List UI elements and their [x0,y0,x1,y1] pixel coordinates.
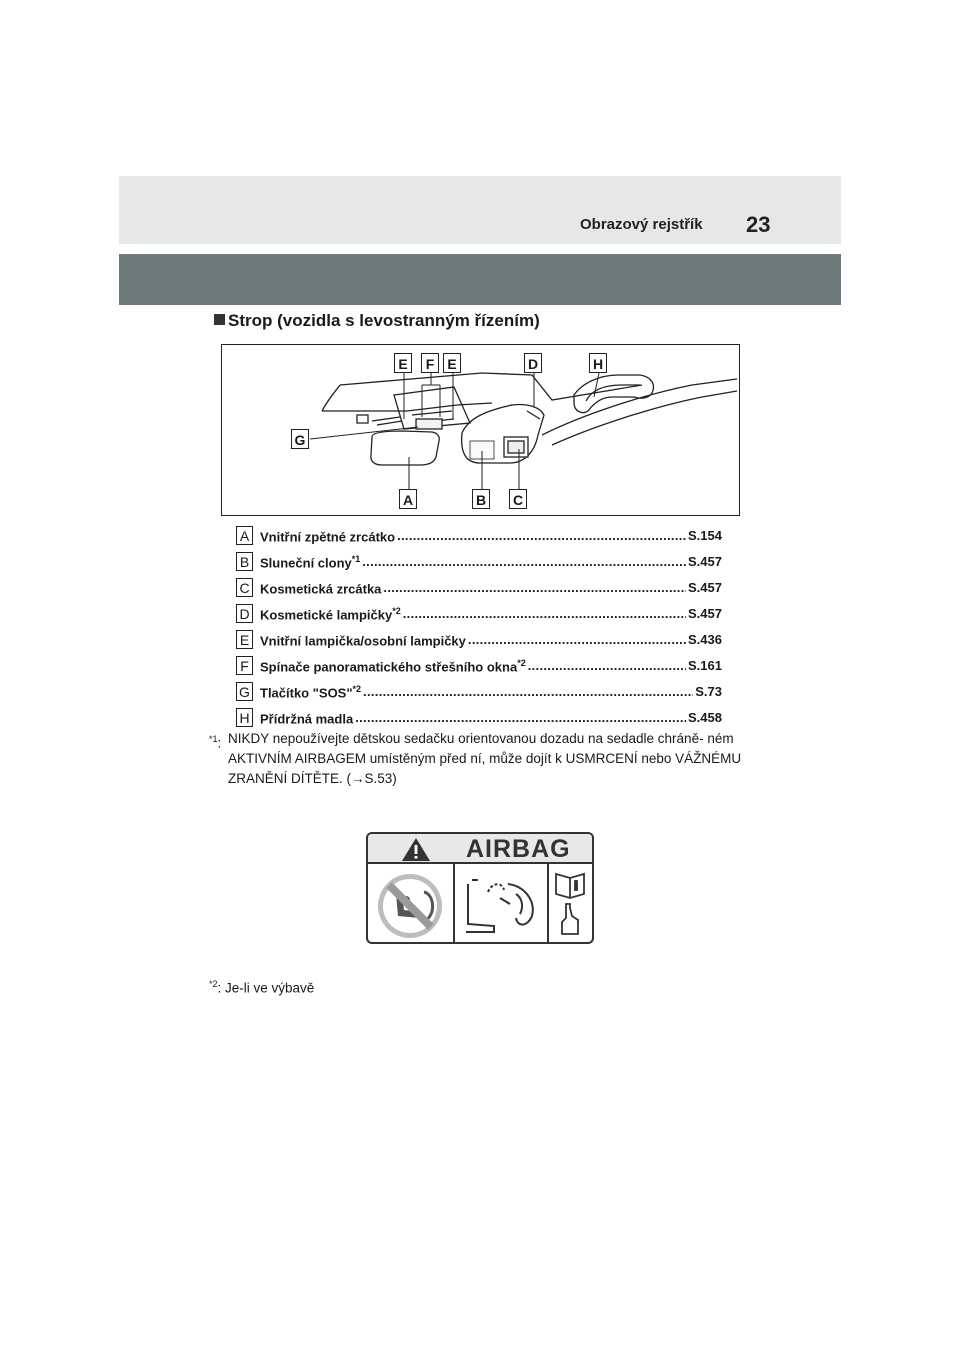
leader-dots [355,710,686,726]
footnote-text: NIKDY nepoužívejte dětskou sedačku orientovanou dozadu na sedadle chráně- ném AKTIVNÍM AIRBAGEM umístěným před ní, může dojít k USMRCENÍ nebo VÁŽNÉMU ZRANĚNÍ DÍTĚTE. (→S.53) [228,731,742,786]
component-list [236,526,722,734]
leader-dots [397,528,686,544]
item-page-ref[interactable]: S.73 [695,684,722,699]
callout-e-right: E [443,353,461,373]
square-bullet-icon [214,314,225,325]
item-page-ref[interactable]: S.436 [688,632,722,647]
header-dark-band [119,254,841,305]
footnote-marker: $^{*1}$: [209,734,222,751]
list-item [236,604,722,630]
item-letter: A [236,526,253,545]
callout-h: H [589,353,607,373]
item-page-ref[interactable]: S.154 [688,528,722,543]
item-name: Přídržná madla [260,711,354,727]
item-letter: H [236,708,253,727]
list-item [236,578,722,604]
list-item [236,552,722,578]
item-name: Spínače panoramatického střešního okna$^{*2}$ [260,658,526,675]
list-item [236,656,722,682]
leader-dots [528,658,686,674]
callout-f: F [421,353,439,373]
callout-b: B [472,489,490,509]
item-name: Vnitřní lampička/osobní lampičky [260,633,466,649]
ceiling-diagram [221,344,740,516]
item-letter: B [236,552,253,571]
airbag-word: AIRBAG [466,835,571,863]
item-page-ref[interactable]: S.457 [688,606,722,621]
item-name: Kosmetická zrcátka [260,581,382,597]
leader-dots [383,580,686,596]
footnote-2: $^{*2}$: Je-li ve výbavě [209,979,315,996]
footnote-1 [209,729,744,789]
item-letter: C [236,578,253,597]
item-name: Tlačítko "SOS"$^{*2}$ [260,684,362,701]
airbag-warning-label [366,832,594,944]
callout-e-left: E [394,353,412,373]
item-name: Vnitřní zpětné zrcátko [260,529,396,545]
leader-dots [363,684,693,700]
chapter-title: Obrazový rejstřík [580,216,703,233]
list-item [236,630,722,656]
callout-a: A [399,489,417,509]
callout-c: C [509,489,527,509]
callout-d: D [524,353,542,373]
item-page-ref[interactable]: S.161 [688,658,722,673]
leader-dots [403,606,686,622]
no-child-seat-icon [378,874,442,938]
leader-dots [362,554,686,570]
item-letter: G [236,682,253,701]
item-letter: D [236,604,253,623]
item-letter: F [236,656,253,675]
airbag-deployment-icon [466,880,533,932]
item-page-ref[interactable]: S.458 [688,710,722,725]
header-band [119,176,841,244]
item-page-ref[interactable]: S.457 [688,580,722,595]
item-name: Kosmetické lampičky$^{*2}$ [260,606,401,623]
manual-icon [556,874,584,934]
item-page-ref[interactable]: S.457 [688,554,722,569]
item-letter: E [236,630,253,649]
section-title: Strop (vozidla s levostranným řízením) [214,311,540,331]
airbag-pictograms [368,834,594,944]
list-item [236,526,722,552]
item-name: Sluneční clony$^{*1}$ [260,554,361,571]
page-number: 23 [746,212,771,237]
list-item [236,682,722,708]
callout-g: G [291,429,309,449]
leader-dots [468,632,686,648]
